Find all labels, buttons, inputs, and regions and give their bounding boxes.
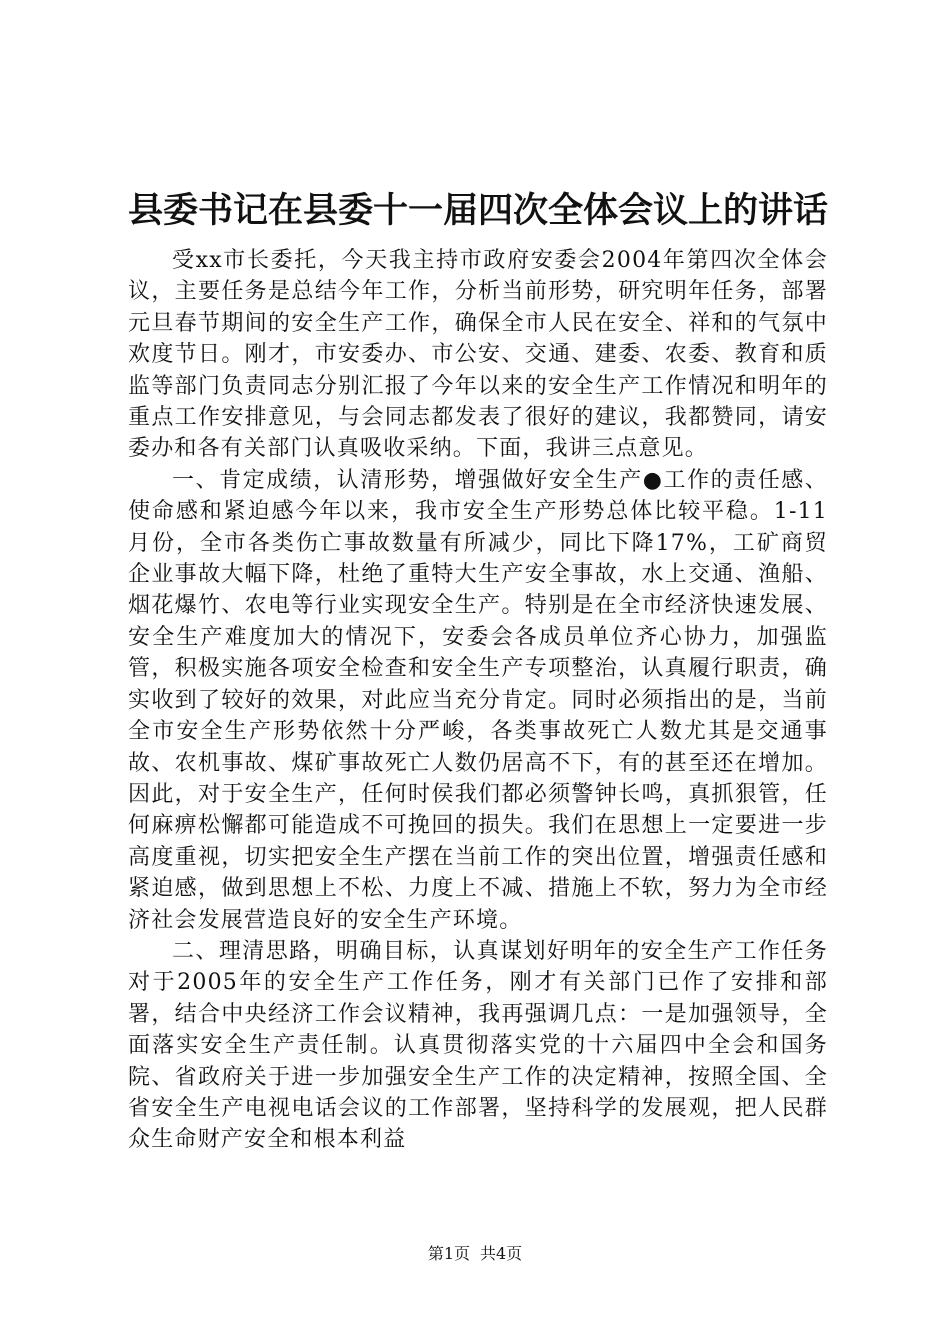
paragraph-1: 受xx市长委托，今天我主持市政府安委会2004年第四次全体会议，主要任务是总结今年工作，分析当前形势，研究明年任务，部署元旦春节期间的安全生产工作，确保全市人民在安全、祥和的气氛中欢度节日。刚才，市安委办、市公安、交通、建委、农委、教育和质监等部门负责同志分别汇报了今年以来的安全生产工作情况和明年的重点工作安排意见，与会同志都发表了很好的建议，我都赞同，请安委办和各有关部门认真吸收采纳。下面，我讲三点意见。 bbox=[128, 248, 828, 462]
paragraph-2: 一、肯定成绩，认清形势，增强做好安全生产●工作的责任感、使命感和紧迫感今年以来，我市安全生产形势总体比较平稳。1-11月份，全市各类伤亡事故数量有所减少，同比下降17%，工矿商贸企业事故大幅下降，杜绝了重特大生产安全事故，水上交通、渔船、烟花爆竹、农电等行业实现安全生产。特别是在全市经济快速发展、安全生产难度加大的情况下，安委会各成员单位齐心协力，加强监管，积极实施各项安全检查和安全生产专项整治，认真履行职责，确实收到了较好的效果，对此应当充分肯定。同时必须指出的是，当前全市安全生产形势依然十分严峻，各类事故死亡人数尤其是交通事故、农机事故、煤矿事故死亡人数仍居高不下，有的甚至还在增加。因此，对于安全生产，任何时侯我们都必须警钟长鸣，真抓狠管，任何麻痹松懈都可能造成不可挽回的损失。我们在思想上一定要进一步高度重视，切实把安全生产摆在当前工作的突出位置，增强责任感和紧迫感，做到思想上不松、力度上不减、措施上不软，努力为全市经济社会发展营造良好的安全生产环境。 bbox=[128, 467, 828, 933]
page-footer bbox=[0, 1242, 950, 1266]
page-number: 第1页 bbox=[427, 1244, 470, 1263]
document-body bbox=[128, 245, 828, 1156]
document-title: 县委书记在县委十一届四次全体会议上的讲话 bbox=[128, 190, 829, 231]
page-total: 共4页 bbox=[480, 1244, 523, 1263]
paragraph-3: 二、理清思路，明确目标，认真谋划好明年的安全生产工作任务对于2005年的安全生产工作任务，刚才有关部门已作了安排和部署，结合中央经济工作会议精神，我再强调几点：一是加强领导，全面落实安全生产责任制。认真贯彻落实党的十六届四中全会和国务院、省政府关于进一步加强安全生产工作的决定精神，按照全国、全省安全生产电视电话会议的工作部署，坚持科学的发展观，把人民群众生命财产安全和根本利益 bbox=[128, 938, 828, 1153]
